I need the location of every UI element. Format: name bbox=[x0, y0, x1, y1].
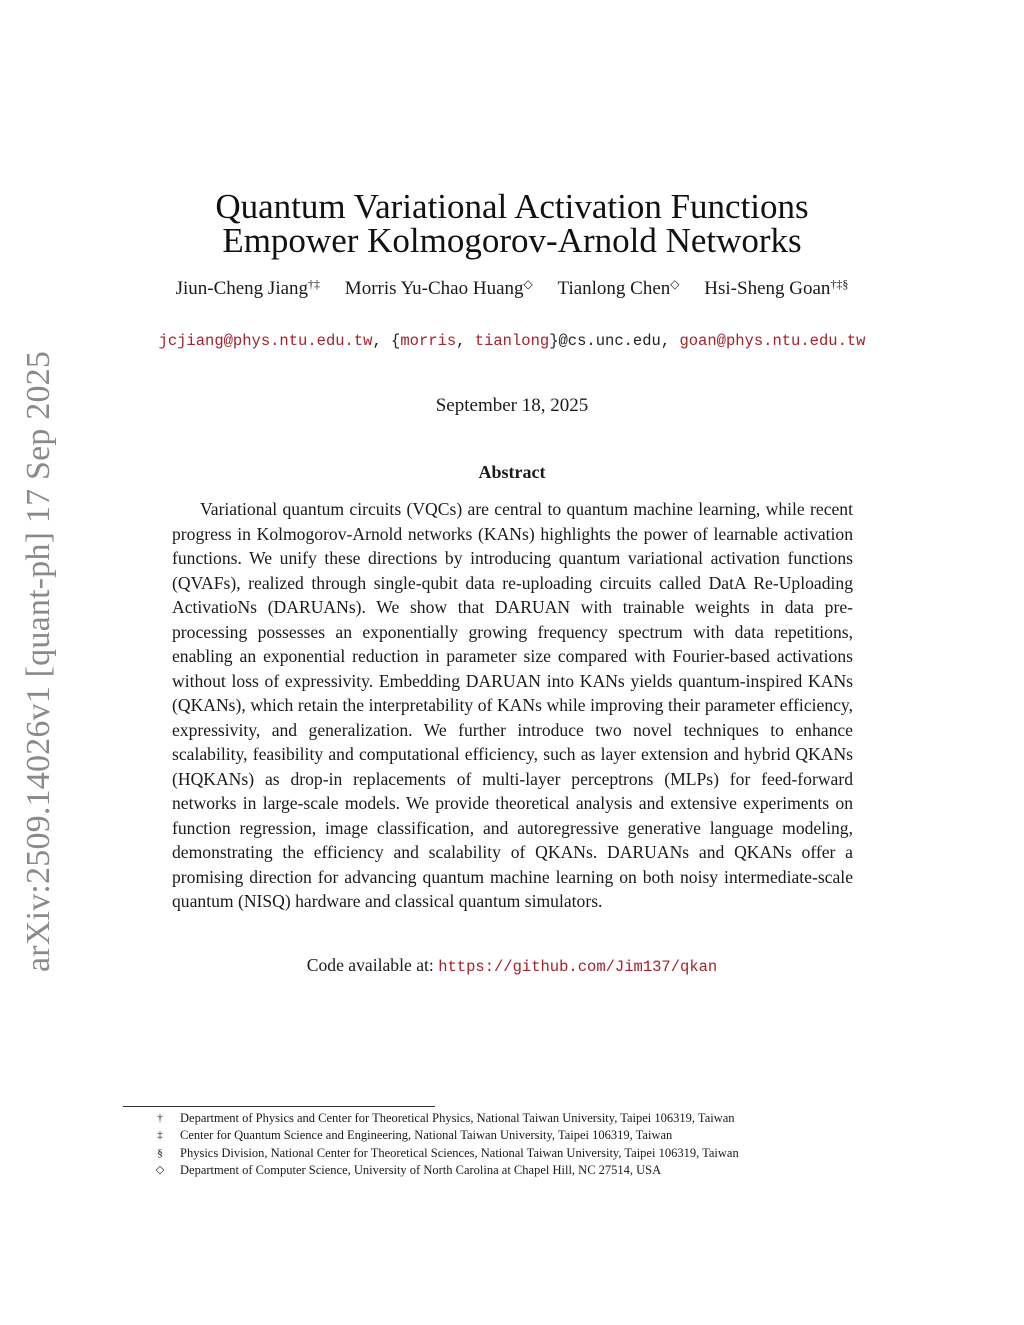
author-goan: Hsi-Sheng Goan†‡§ bbox=[704, 277, 849, 299]
author-list bbox=[100, 278, 924, 300]
footnotes bbox=[140, 1110, 900, 1179]
email-link-jiang[interactable]: jcjiang@phys.ntu.edu.tw bbox=[158, 332, 373, 350]
footnote-item: ‡ Center for Quantum Science and Engineering, National Taiwan University, Taipei 106319, Taiwan bbox=[157, 1128, 673, 1143]
footnote-rule bbox=[123, 1106, 435, 1107]
code-label: Code available at: bbox=[306, 955, 439, 975]
code-url-link[interactable]: https://github.com/Jim137/qkan bbox=[438, 958, 718, 976]
author-chen: Tianlong Chen◇ bbox=[557, 277, 680, 299]
paper-title bbox=[100, 187, 924, 260]
footnote-item: ◇ Department of Computer Science, University of North Carolina at Chapel Hill, NC 27514, USA bbox=[155, 1162, 662, 1177]
author-huang: Morris Yu-Chao Huang◇ bbox=[344, 277, 533, 299]
footnote-item: § Physics Division, National Center for Theoretical Sciences, National Taiwan University, Taipei 106319, Taiwan bbox=[157, 1145, 739, 1160]
email-link-tianlong[interactable]: tianlong bbox=[474, 332, 550, 350]
footnote-item: † Department of Physics and Center for Theoretical Physics, National Taiwan University, Taipei 106319, Taiwan bbox=[157, 1111, 735, 1125]
paper-date: September 18, 2025 bbox=[435, 395, 589, 416]
author-jiang: Jiun-Cheng Jiang†‡ bbox=[175, 277, 321, 299]
email-link-morris[interactable]: morris bbox=[400, 332, 457, 350]
abstract-heading: Abstract bbox=[478, 462, 546, 482]
email-line: jcjiang@phys.ntu.edu.tw, {morris, tianlong}@cs.unc.edu, goan@phys.ntu.edu.tw bbox=[158, 332, 866, 350]
email-link-goan[interactable]: goan@phys.ntu.edu.tw bbox=[679, 332, 866, 350]
title-line-1: Quantum Variational Activation Functions bbox=[215, 187, 809, 226]
abstract-body: Variational quantum circuits (VQCs) are central to quantum machine learning, while recent progress in Kolmogorov-Arnold networks (KANs) highlights the power of learnable activation functions. We unify these directions by introducing quantum variational activation functions (QVAFs), realized through single-qubit data re-uploading circuits called DatA Re-Uploading ActivatioNs (DARUANs). We show that DARUAN with trainable weights in data pre-processing possesses an exponentially growing frequency spectrum with data repetitions, enabling an exponential reduction in parameter size compared with Fourier-based activations without loss of expressivity. Embedding DARUAN into KANs yields quantum-inspired KANs (QKANs), which retain the interpretability of KANs while improving their parameter efficiency, expressivity, and generalization. We further introduce two novel techniques to enhance scalability, feasibility and computational efficiency, such as layer extension and hybrid QKANs (HQKANs) as drop-in replacements of multi-layer perceptrons (MLPs) for feed-forward networks in large-scale models. We provide theoretical analysis and extensive experiments on function regression, image classification, and autoregressive generative language modeling, demonstrating the efficiency and scalability of QKANs. DARUANs and QKANs offer a promising direction for advancing quantum machine learning on both noisy intermediate-scale quantum (NISQ) hardware and classical quantum simulators. bbox=[172, 499, 853, 911]
code-availability bbox=[100, 955, 924, 976]
title-line-2: Empower Kolmogorov-Arnold Networks bbox=[222, 221, 802, 260]
arxiv-stamp: arXiv:2509.14026v1 [quant-ph] 17 Sep 2025 bbox=[20, 350, 57, 972]
